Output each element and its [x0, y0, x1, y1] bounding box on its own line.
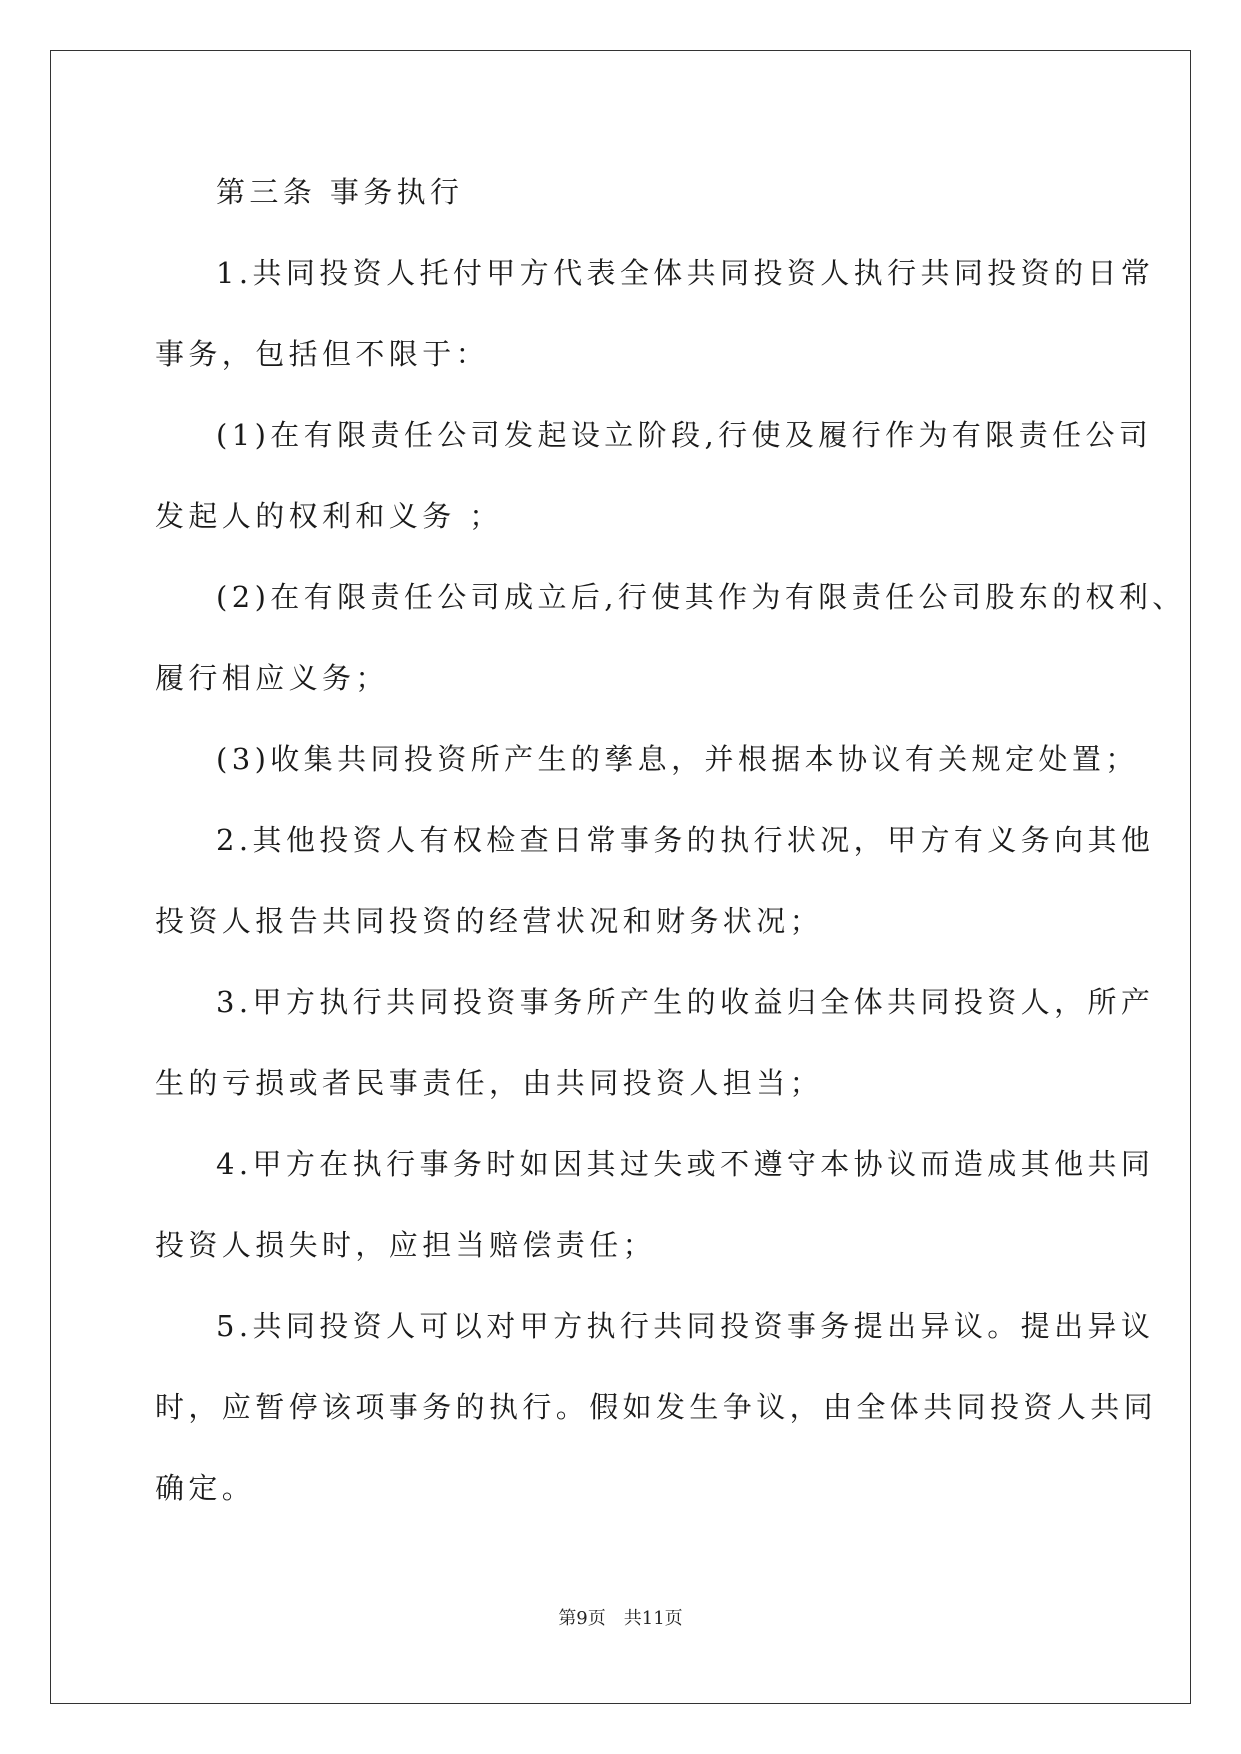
paragraph-line: 投资人损失时，应担当赔偿责任；: [155, 1228, 657, 1262]
article-heading: 第三条 事务执行: [216, 175, 464, 209]
paragraph-line: (3)收集共同投资所产生的孳息，并根据本协议有关规定处置；: [216, 742, 1139, 776]
paragraph-line: 生的亏损或者民事责任，由共同投资人担当；: [155, 1066, 824, 1100]
page-number-footer: 第9页 共11页: [558, 1608, 683, 1629]
paragraph-line: 确定。: [155, 1471, 256, 1505]
paragraph-line: 发起人的权利和义务 ；: [155, 499, 503, 533]
paragraph-line: 1.共同投资人托付甲方代表全体共同投资人执行共同投资的日常: [216, 256, 1155, 290]
paragraph-line: 4.甲方在执行事务时如因其过失或不遵守本协议而造成其他共同: [216, 1147, 1155, 1181]
paragraph-line: 3.甲方执行共同投资事务所产生的收益归全体共同投资人，所产: [216, 985, 1155, 1019]
paragraph-line: (1)在有限责任公司发起设立阶段,行使及履行作为有限责任公司: [216, 418, 1153, 452]
paragraph-line: (2)在有限责任公司成立后,行使其作为有限责任公司股东的权利、: [216, 580, 1186, 614]
paragraph-line: 2.其他投资人有权检查日常事务的执行状况，甲方有义务向其他: [216, 823, 1155, 857]
paragraph-line: 时，应暂停该项事务的执行。假如发生争议，由全体共同投资人共同: [155, 1390, 1158, 1424]
paragraph-line: 5.共同投资人可以对甲方执行共同投资事务提出异议。提出异议: [216, 1309, 1155, 1343]
paragraph-line: 事务，包括但不限于：: [155, 337, 490, 371]
paragraph-line: 投资人报告共同投资的经营状况和财务状况；: [155, 904, 824, 938]
paragraph-line: 履行相应义务；: [155, 661, 389, 695]
document-body: [155, 162, 1186, 1539]
